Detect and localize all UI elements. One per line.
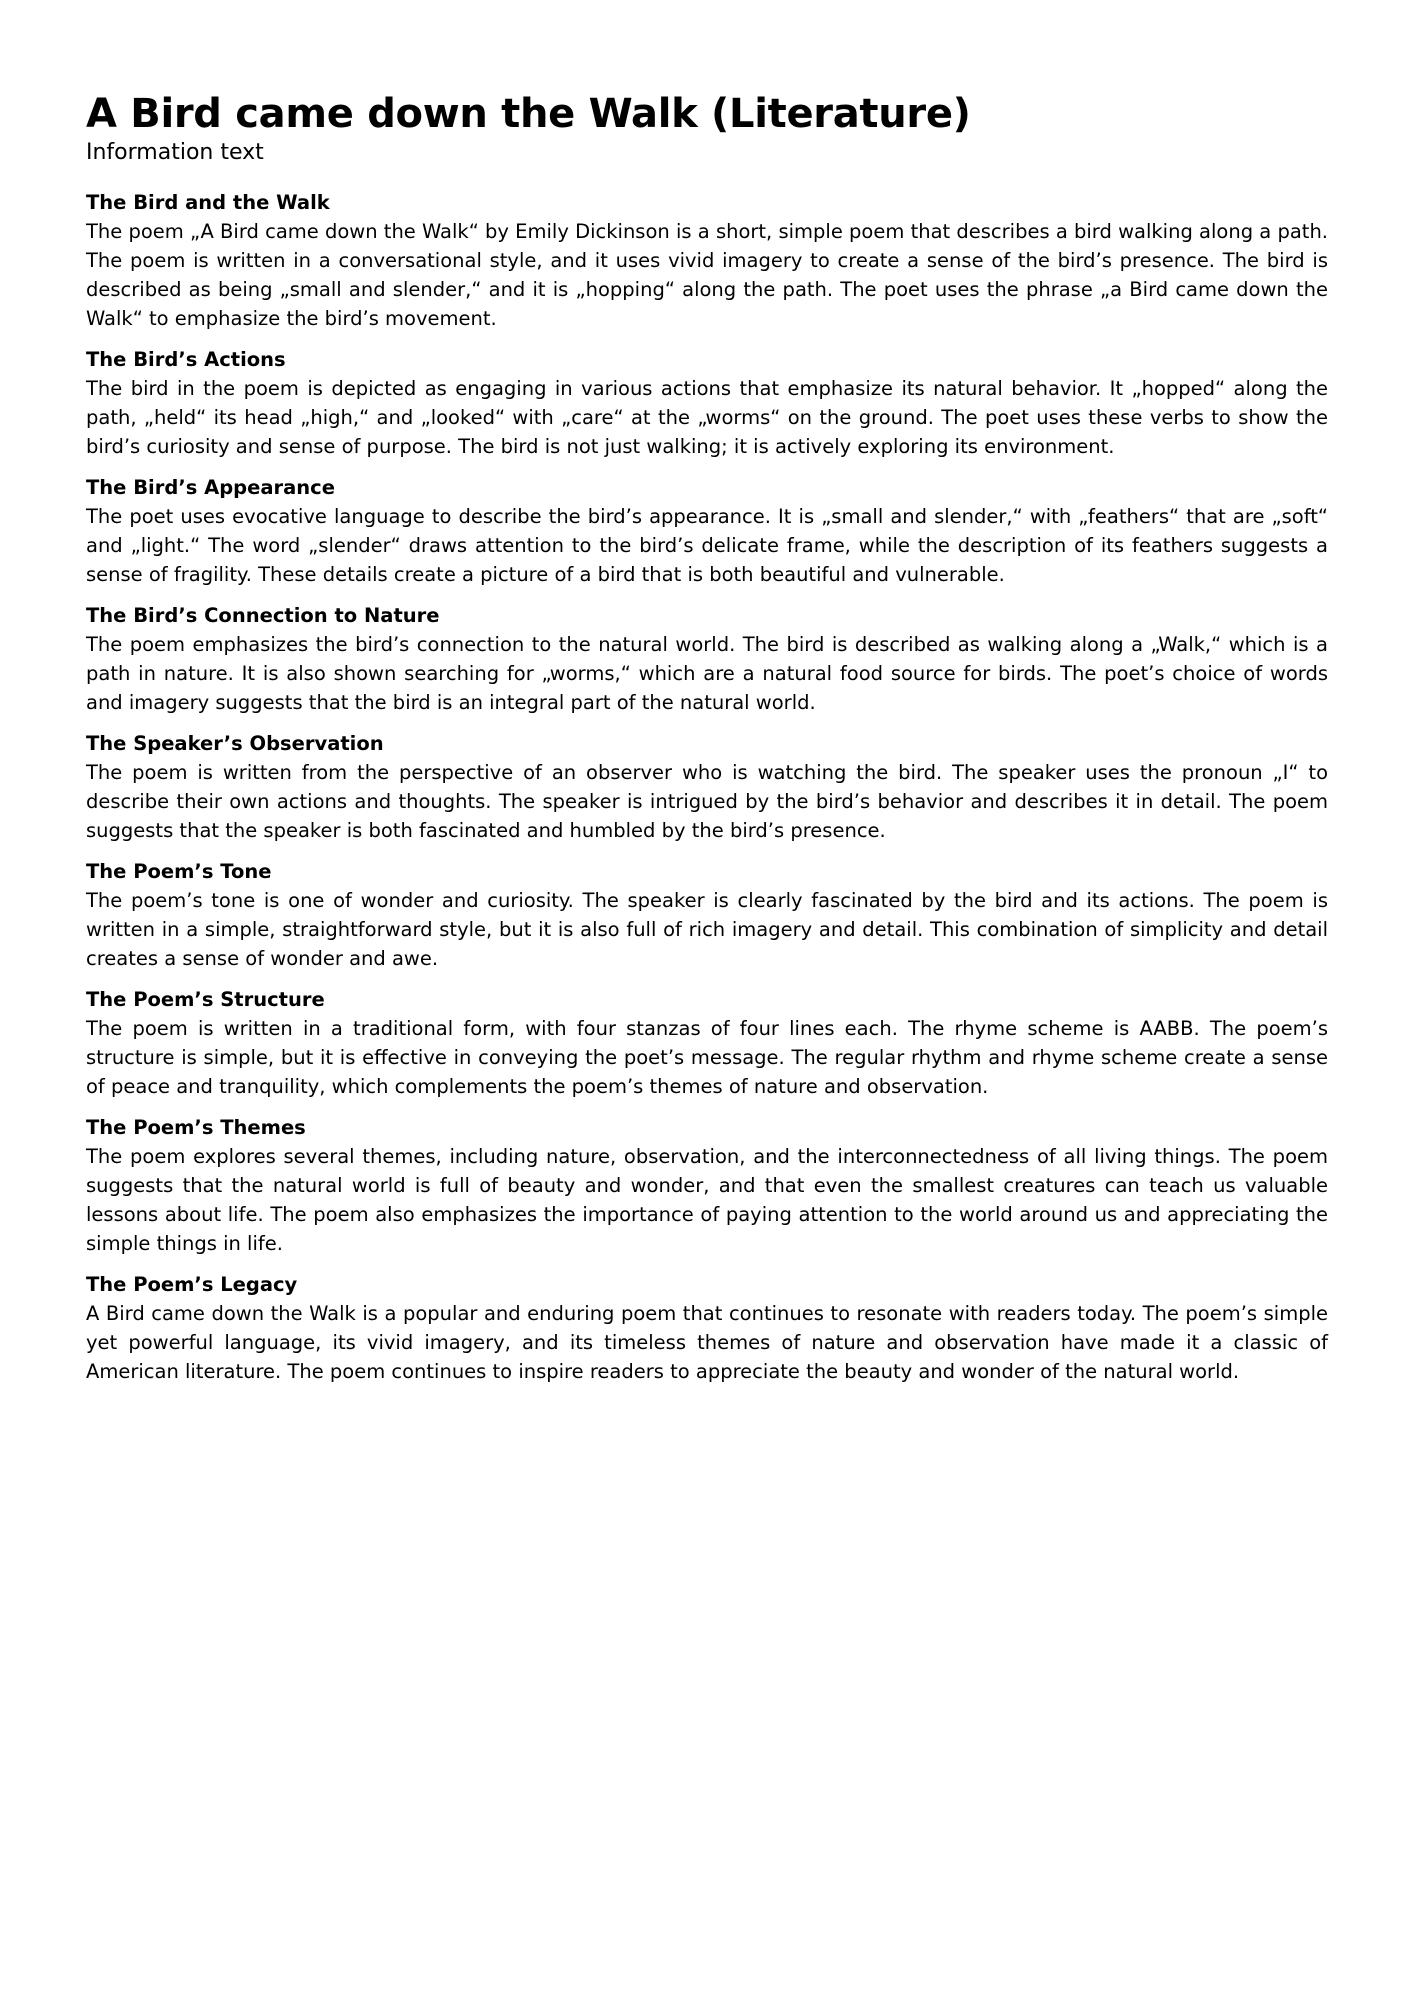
section-body: The poem emphasizes the bird’s connection to the natural world. The bird is described as walking along a „Walk,“ which is a path in nature. It is also shown searching for „worms,“ which are a natural food source for birds. The poet’s choice of words and imagery suggests that the bird is an integral part of the natural world.: [86, 633, 1328, 714]
section-body: A Bird came down the Walk is a popular and enduring poem that continues to resonate with readers today. The poem’s simple yet powerful language, its vivid imagery, and its timeless themes of nature and observation have made it a classic of American literature. The poem continues to inspire readers to appreciate the beauty and wonder of the natural world.: [86, 1302, 1328, 1383]
section-body: The poem „A Bird came down the Walk“ by Emily Dickinson is a short, simple poem that describes a bird walking along a path. The poem is written in a conversational style, and it uses vivid imagery to create a sense of the bird’s presence. The bird is described as being „small and slender,“ and it is „hopping“ along the path. The poet uses the phrase „a Bird came down the Walk“ to emphasize the bird’s movement.: [86, 220, 1328, 330]
section-body: The poem is written from the perspective of an observer who is watching the bird. The speaker uses the pronoun „I“ to describe their own actions and thoughts. The speaker is intrigued by the bird’s behavior and describes it in detail. The poem suggests that the speaker is both fascinated and humbled by the bird’s presence.: [86, 761, 1328, 842]
section-poems-tone: [86, 857, 1328, 973]
section-heading: The Bird’s Appearance: [86, 476, 335, 499]
document-title: A Bird came down the Walk (Literature): [86, 91, 971, 137]
section-heading: The Speaker’s Observation: [86, 732, 384, 755]
section-heading: The Bird and the Walk: [86, 191, 330, 214]
section-birds-actions: [86, 345, 1328, 461]
section-connection-to-nature: [86, 601, 1328, 717]
section-poems-legacy: [86, 1270, 1328, 1386]
section-heading: The Poem’s Structure: [86, 988, 325, 1011]
document-page: [86, 90, 1328, 1398]
section-heading: The Poem’s Tone: [86, 860, 272, 883]
section-body: The bird in the poem is depicted as engaging in various actions that emphasize its natural behavior. It „hopped“ along the path, „held“ its head „high,“ and „looked“ with „care“ at the „worms“ on the ground. The poet uses these verbs to show the bird’s curiosity and sense of purpose. The bird is not just walking; it is actively exploring its environment.: [86, 377, 1328, 458]
section-heading: The Poem’s Legacy: [86, 1273, 298, 1296]
section-bird-and-walk: [86, 188, 1328, 333]
section-poems-structure: [86, 985, 1328, 1101]
section-birds-appearance: [86, 473, 1328, 589]
section-heading: The Bird’s Connection to Nature: [86, 604, 440, 627]
section-body: The poem’s tone is one of wonder and curiosity. The speaker is clearly fascinated by the bird and its actions. The poem is written in a simple, straightforward style, but it is also full of rich imagery and detail. This combination of simplicity and detail creates a sense of wonder and awe.: [86, 889, 1328, 970]
section-body: The poem is written in a traditional form, with four stanzas of four lines each. The rhyme scheme is AABB. The poem’s structure is simple, but it is effective in conveying the poet’s message. The regular rhythm and rhyme scheme create a sense of peace and tranquility, which complements the poem’s themes of nature and observation.: [86, 1017, 1328, 1098]
section-heading: The Poem’s Themes: [86, 1116, 306, 1139]
document-subtitle: Information text: [86, 140, 264, 165]
section-poems-themes: [86, 1113, 1328, 1258]
section-heading: The Bird’s Actions: [86, 348, 286, 371]
section-speakers-observation: [86, 729, 1328, 845]
section-body: The poet uses evocative language to describe the bird’s appearance. It is „small and slender,“ with „feathers“ that are „soft“ and „light.“ The word „slender“ draws attention to the bird’s delicate frame, while the description of its feathers suggests a sense of fragility. These details create a picture of a bird that is both beautiful and vulnerable.: [86, 505, 1328, 586]
section-body: The poem explores several themes, including nature, observation, and the interconnectedness of all living things. The poem suggests that the natural world is full of beauty and wonder, and that even the smallest creatures can teach us valuable lessons about life. The poem also emphasizes the importance of paying attention to the world around us and appreciating the simple things in life.: [86, 1145, 1328, 1255]
